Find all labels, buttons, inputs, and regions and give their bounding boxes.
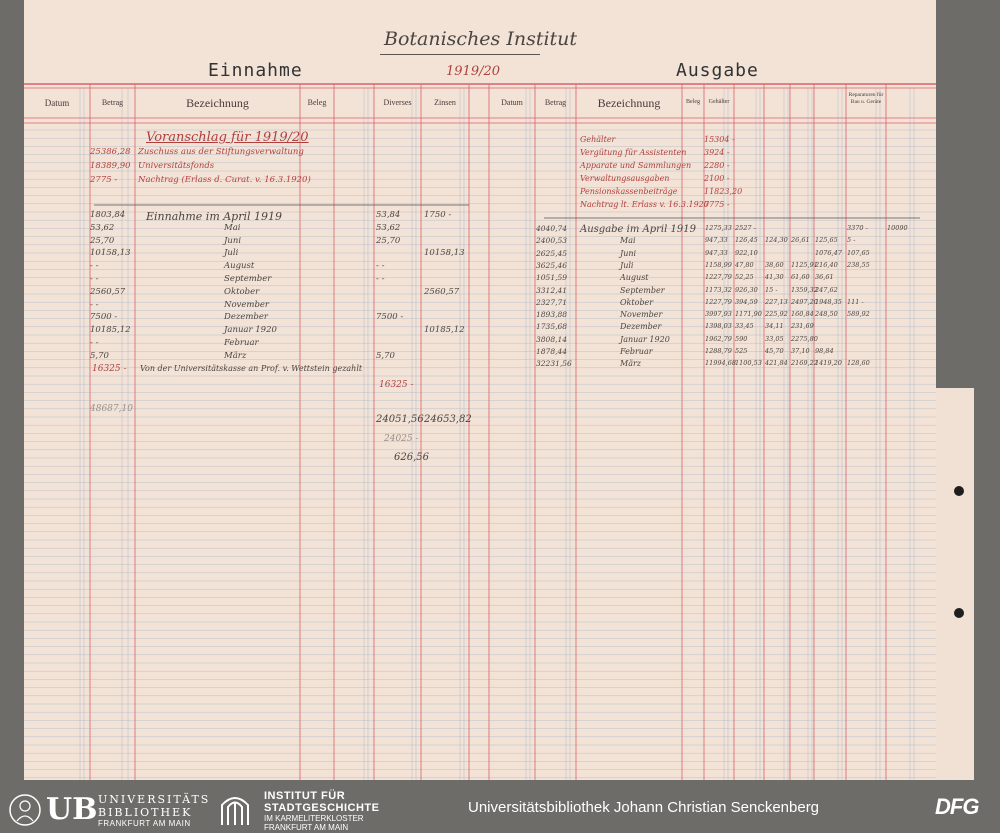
expense-row-geh: 947,33 bbox=[705, 248, 728, 257]
expense-row-c2: 33,05 bbox=[765, 334, 784, 343]
expense-row-geh: 11994,68 bbox=[705, 359, 737, 368]
income-extra-text: Von der Universitätskasse an Prof. v. Wettstein gezahlt bbox=[140, 364, 363, 373]
isg-line3: IM KARMELITERKLOSTER bbox=[264, 814, 364, 823]
income-row-amount: 1803,84 bbox=[90, 210, 126, 220]
expense-row-geh: 1227,79 bbox=[705, 273, 732, 282]
income-row-zinsen: 2560,57 bbox=[424, 286, 460, 297]
budget-expense-text: Apparate und Sammlungen bbox=[580, 161, 692, 170]
expense-row-c2: 421,84 bbox=[765, 359, 788, 368]
totals-check: 24025 - bbox=[384, 434, 419, 444]
expense-row-c5: 111 - bbox=[847, 297, 864, 306]
income-row-desc: Oktober bbox=[224, 286, 260, 297]
income-row-desc: Dezember bbox=[224, 312, 268, 323]
expense-row-c2: 225,92 bbox=[765, 310, 788, 319]
expense-row-geh: 3997,93 bbox=[705, 310, 732, 319]
expense-row-c4: 98,84 bbox=[815, 347, 834, 355]
expense-row-c2: 124,30 bbox=[765, 236, 788, 245]
isg-arch-icon bbox=[218, 791, 252, 827]
year-label: 1919/20 bbox=[446, 64, 501, 79]
budget-expense-text: Verwaltungsausgaben bbox=[580, 174, 670, 183]
income-row-desc: August bbox=[224, 261, 255, 272]
expense-row-geh: 1227,79 bbox=[705, 297, 732, 306]
expense-row-c1: 2527 - bbox=[735, 224, 756, 232]
institute-underline bbox=[380, 54, 540, 55]
expense-row-amount: 3312,41 bbox=[536, 285, 568, 295]
expense-row-c1: 52,25 bbox=[735, 273, 754, 282]
income-row-amount: - - bbox=[90, 261, 99, 272]
col-income-ref: Beleg bbox=[307, 98, 327, 107]
budget-expense-amount: 3924 - bbox=[704, 148, 730, 157]
expense-row-geh: 947,33 bbox=[705, 236, 728, 245]
income-row-desc: November bbox=[224, 299, 269, 310]
income-row-desc: Juni bbox=[224, 235, 242, 246]
institute-title: Botanisches Institut bbox=[384, 28, 578, 50]
col-expense-date: Datum bbox=[501, 98, 523, 107]
budget-income-text: Nachtrag (Erlass d. Curat. v. 16.3.1920) bbox=[138, 175, 311, 185]
income-row-amount: 10158,13 bbox=[90, 248, 131, 259]
expense-row-c4: 1076,47 bbox=[815, 248, 842, 257]
expense-row-c2: 38,60 bbox=[765, 260, 784, 269]
budget-income-amount: 25386,28 bbox=[90, 147, 131, 157]
income-row-diverses: - - bbox=[376, 274, 385, 284]
col-income-diverses: Diverses bbox=[383, 98, 412, 107]
expense-row-c4: 247,62 bbox=[815, 285, 838, 294]
expense-row-c3: 231,69 bbox=[791, 322, 814, 331]
income-row-diverses: 53,84 bbox=[376, 210, 401, 220]
income-row-amount: 7500 - bbox=[90, 312, 118, 323]
col-income-date: Datum bbox=[44, 98, 70, 108]
income-sum: 48687,10 bbox=[90, 404, 133, 414]
expense-row-desc: November bbox=[620, 310, 663, 320]
expense-row-c1: 590 bbox=[735, 334, 748, 343]
col-expense-ref: Beleg bbox=[686, 99, 700, 105]
expense-row-c1: 1171,90 bbox=[735, 310, 762, 319]
income-row-desc: Juli bbox=[224, 248, 239, 259]
expense-row-c1: 922,10 bbox=[735, 248, 758, 257]
expense-row-c1: 47,80 bbox=[735, 260, 754, 269]
expense-row-c3: 1125,91 bbox=[791, 260, 818, 269]
income-row-zinsen: 10158,13 bbox=[424, 248, 465, 259]
expense-row-amount: 32231,56 bbox=[536, 359, 572, 369]
expense-row-amount: 1051,59 bbox=[536, 273, 568, 283]
expense-row-c5: 589,92 bbox=[847, 310, 870, 319]
col-expense-desc: Bezeichnung bbox=[597, 96, 661, 110]
zinsen-total: 24653,82 bbox=[424, 414, 472, 425]
col-expense-amount: Betrag bbox=[544, 98, 567, 107]
expense-row-desc: Dezember bbox=[620, 322, 662, 332]
expense-row-c4: 1948,35 bbox=[815, 297, 842, 306]
budget-income-text: Universitätsfonds bbox=[138, 161, 215, 171]
dfg-logo: DFG bbox=[935, 794, 979, 819]
budget-expense-text: Gehälter bbox=[580, 135, 616, 144]
expense-row-desc: Januar 1920 bbox=[620, 334, 670, 344]
expense-row-c3: 26,61 bbox=[791, 236, 810, 245]
budget-heading: Voranschlag für 1919/20 bbox=[146, 130, 309, 145]
expense-row-amount: 2625,45 bbox=[536, 248, 568, 258]
income-row-amount: 2560,57 bbox=[90, 286, 126, 297]
expense-row-c4: 125,65 bbox=[815, 236, 838, 245]
income-title: Einnahme bbox=[208, 60, 303, 81]
expense-row-desc: Juli bbox=[620, 260, 634, 270]
isg-line1: INSTITUT FÜR bbox=[264, 790, 346, 802]
income-row-amount: 5,70 bbox=[90, 350, 109, 361]
income-extra-value: 16325 - bbox=[379, 380, 414, 390]
expense-row-c5: 238,55 bbox=[847, 260, 870, 269]
income-row-amount: 10185,12 bbox=[90, 325, 131, 336]
sheet-flap bbox=[936, 388, 974, 780]
expense-row-desc: Juni bbox=[620, 248, 637, 258]
income-row-desc: Januar 1920 bbox=[224, 325, 277, 336]
expense-row-c2: 34,11 bbox=[765, 322, 784, 331]
col-expense-salaries: Gehälter bbox=[708, 99, 730, 105]
expense-row-geh: 1288,79 bbox=[705, 347, 732, 355]
income-row-amount: 53,62 bbox=[90, 222, 115, 233]
col-expense-repairs: Reparaturen für Bau u. Geräte bbox=[848, 92, 884, 105]
ub-seal-icon bbox=[8, 793, 42, 827]
income-row-desc: September bbox=[224, 274, 272, 284]
expense-row-amount: 2400,53 bbox=[536, 236, 568, 246]
expense-row-c3: 2169,22 bbox=[791, 359, 818, 368]
col-income-amount: Betrag bbox=[101, 98, 124, 107]
expense-row-desc: September bbox=[620, 285, 665, 295]
expense-row-c2: 41,30 bbox=[765, 273, 784, 282]
income-row-diverses: 5,70 bbox=[376, 350, 395, 361]
budget-expense-text: Nachtrag lt. Erlass v. 16.3.1920 bbox=[580, 200, 709, 209]
isg-line4: FRANKFURT AM MAIN bbox=[264, 823, 349, 832]
footer-bar bbox=[0, 784, 1000, 833]
budget-income-text: Zuschuss aus der Stiftungsverwaltung bbox=[138, 147, 304, 157]
totals-diff: 626,56 bbox=[394, 452, 429, 463]
expense-row-c1: 1100,53 bbox=[735, 359, 762, 368]
budget-expense-text: Pensionskassenbeiträge bbox=[580, 187, 678, 196]
income-extra-amount: 16325 - bbox=[92, 364, 127, 374]
expense-row-c2: 227,13 bbox=[765, 297, 788, 306]
budget-expense-amount: 11823,20 bbox=[704, 187, 743, 196]
income-row-diverses: - - bbox=[376, 261, 385, 272]
income-row-diverses: 25,70 bbox=[376, 235, 401, 246]
budget-expense-amount: 7775 - bbox=[704, 200, 730, 209]
ub-line1: UNIVERSITÄTS bbox=[98, 793, 211, 806]
expense-row-amount: 1878,44 bbox=[536, 347, 568, 356]
expense-row-c1: 926,30 bbox=[735, 285, 758, 294]
expense-row-geh: 1158,99 bbox=[705, 260, 732, 269]
expense-row-geh: 1962,79 bbox=[705, 334, 732, 343]
expense-row-c2: 45,70 bbox=[765, 347, 784, 355]
expense-row-amount: 1735,68 bbox=[536, 322, 568, 332]
expense-row-c5: 128,60 bbox=[847, 359, 870, 368]
expense-row-c5: 5 - bbox=[847, 236, 856, 245]
ledger-sheet bbox=[24, 0, 936, 780]
expense-row-c3: 1359,32 bbox=[791, 285, 818, 294]
expense-row-c2: 15 - bbox=[765, 285, 778, 294]
expense-row-c4: 36,61 bbox=[815, 273, 834, 282]
expense-row-amount: 1893,88 bbox=[536, 310, 568, 320]
expense-row-desc: Ausgabe im April 1919 bbox=[580, 224, 696, 235]
footer-center-text: Universitätsbibliothek Johann Christian Senckenberg bbox=[468, 799, 820, 816]
expense-row-desc: Oktober bbox=[620, 297, 654, 307]
expense-row-c5: 107,65 bbox=[847, 248, 870, 257]
ub-line3: FRANKFURT AM MAIN bbox=[98, 819, 191, 828]
expense-row-c3: 61,60 bbox=[791, 273, 810, 282]
ub-line2: BIBLIOTHEK bbox=[98, 806, 193, 819]
expense-row-amount: 3808,14 bbox=[536, 334, 568, 344]
income-row-desc: Mai bbox=[224, 222, 241, 233]
budget-expense-text: Vergütung für Assistenten bbox=[580, 148, 687, 157]
ledger-rules bbox=[24, 0, 936, 780]
income-row-amount: - - bbox=[90, 299, 99, 310]
expense-row-c3: 2497,20 bbox=[791, 297, 818, 306]
expense-row-desc: August bbox=[620, 273, 649, 283]
expense-row-c3: 160,84 bbox=[791, 310, 814, 319]
budget-expense-amount: 2100 - bbox=[704, 174, 730, 183]
expense-row-c6: 10090 bbox=[887, 224, 908, 232]
expense-row-c4: 216,40 bbox=[815, 260, 838, 269]
expense-row-desc: März bbox=[620, 359, 641, 369]
income-row-desc: Februar bbox=[224, 338, 259, 348]
expense-row-amount: 3625,46 bbox=[536, 260, 568, 270]
expense-row-geh: 1275,33 bbox=[705, 224, 732, 232]
expense-row-geh: 1398,03 bbox=[705, 322, 732, 331]
expense-row-desc: Februar bbox=[620, 347, 653, 356]
income-row-desc: März bbox=[224, 350, 247, 361]
isg-line2: STADTGESCHICHTE bbox=[264, 802, 380, 814]
expense-row-c4: 1419,20 bbox=[815, 359, 842, 368]
expense-row-c3: 37,10 bbox=[791, 347, 810, 355]
income-row-zinsen: 1750 - bbox=[424, 210, 452, 220]
expense-row-c3: 2275,80 bbox=[791, 334, 818, 343]
expense-row-c4: 248,50 bbox=[815, 310, 838, 319]
expense-row-c1: 126,45 bbox=[735, 236, 758, 245]
expense-row-amount: 2327,71 bbox=[536, 297, 568, 307]
income-row-diverses: 7500 - bbox=[376, 312, 404, 323]
income-row-diverses: 53,62 bbox=[376, 222, 401, 233]
income-row-amount: 25,70 bbox=[90, 235, 115, 246]
expense-row-geh: 1173,32 bbox=[705, 285, 732, 294]
budget-income-amount: 18389,90 bbox=[90, 161, 131, 171]
income-row-amount: - - bbox=[90, 274, 99, 284]
expense-row-c1: 525 bbox=[735, 347, 748, 355]
income-row-amount: - - bbox=[90, 338, 99, 348]
income-row-zinsen: 10185,12 bbox=[424, 325, 465, 336]
budget-expense-amount: 2280 - bbox=[704, 161, 730, 170]
expense-title: Ausgabe bbox=[676, 60, 759, 81]
col-income-desc: Bezeichnung bbox=[186, 96, 249, 110]
punch-hole bbox=[954, 608, 964, 618]
income-row-desc: Einnahme im April 1919 bbox=[146, 210, 283, 223]
expense-row-desc: Mai bbox=[620, 236, 636, 246]
ub-logo: UB bbox=[46, 792, 98, 827]
expense-row-c1: 33,45 bbox=[735, 322, 754, 331]
col-income-zinsen: Zinsen bbox=[434, 98, 456, 107]
expense-row-amount: 4040,74 bbox=[536, 224, 568, 233]
budget-income-amount: 2775 - bbox=[90, 175, 118, 185]
budget-expense-amount: 15304 - bbox=[704, 135, 735, 144]
punch-hole bbox=[954, 486, 964, 496]
expense-row-c1: 394,59 bbox=[735, 297, 758, 306]
expense-row-c5: 3370 - bbox=[847, 224, 868, 232]
diverses-total: 24051,56 bbox=[376, 414, 424, 425]
